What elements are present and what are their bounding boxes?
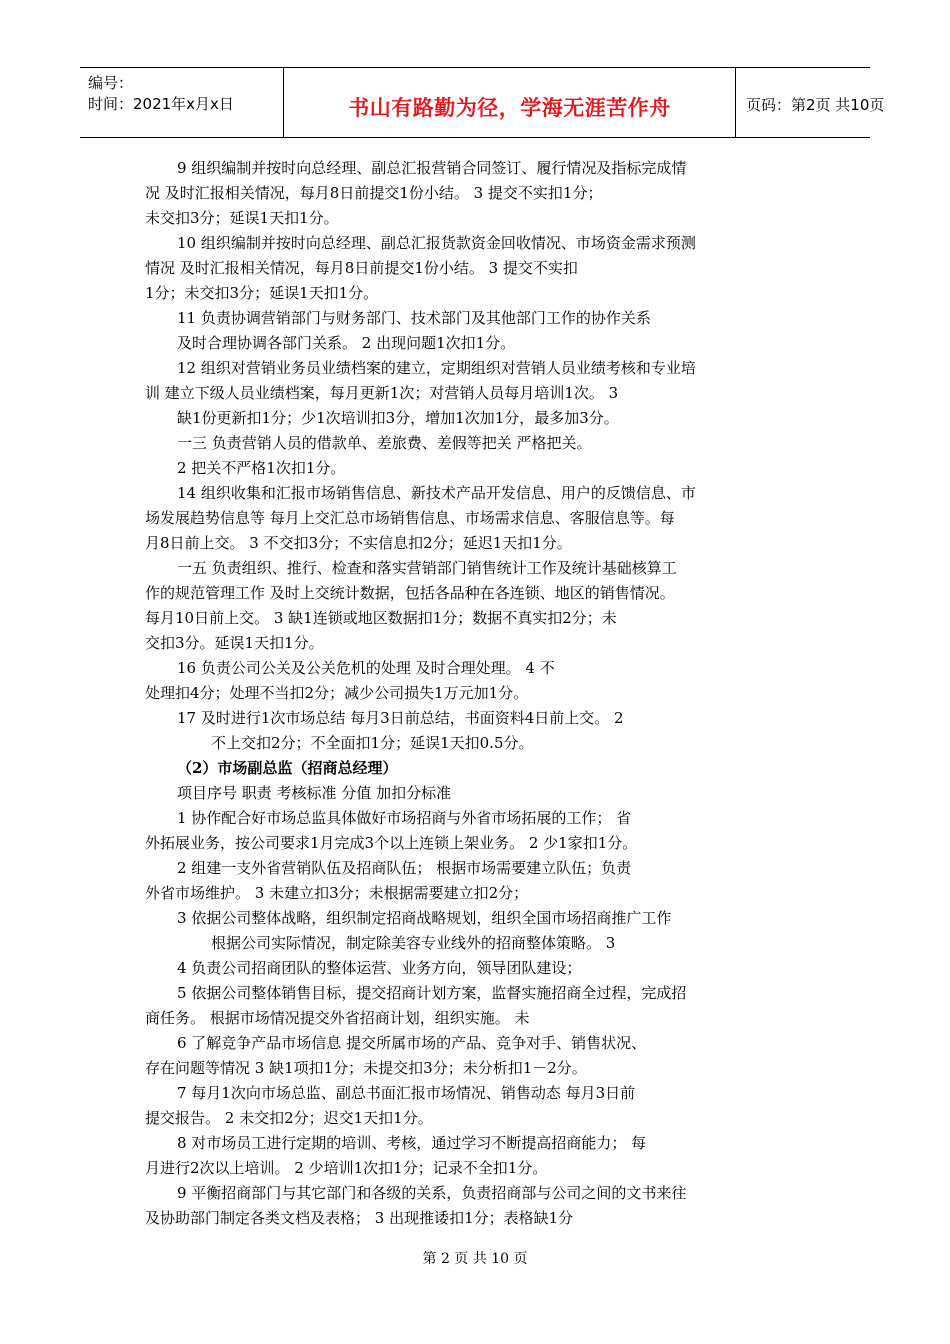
body-line: 一三 负责营销人员的借款单、差旅费、差假等把关 严格把关。	[177, 434, 592, 452]
body-line: 情况 及时汇报相关情况，每月8日前提交1份小结。 3 提交不实扣	[145, 259, 578, 277]
time-label: 时间：2021年x月x日	[88, 95, 234, 113]
header-meta-cell	[80, 68, 284, 137]
body-line: 缺1份更新扣1分；少1次培训扣3分，增加1次加1分，最多加3分。	[177, 409, 619, 427]
body-line: 交扣3分。延误1天扣1分。	[145, 634, 324, 652]
body-line: 不上交扣2分；不全面扣1分；延误1天扣0.5分。	[211, 734, 534, 752]
body-line: 2 组建一支外省营销队伍及招商队伍； 根据市场需要建立队伍；负责	[177, 859, 632, 877]
body-line: 一五 负责组织、推行、检查和落实营销部门销售统计工作及统计基础核算工	[177, 559, 677, 577]
body-line: 况 及时汇报相关情况，每月8日前提交1份小结。 3 提交不实扣1分；	[145, 184, 603, 202]
serial-label: 编号：	[88, 74, 134, 92]
body-line: 及协助部门制定各类文档及表格； 3 出现推诿扣1分；表格缺1分	[145, 1209, 574, 1227]
body-line: 17 及时进行1次市场总结 每月3日前总结，书面资料4日前上交。 2	[177, 709, 624, 727]
section-heading: （2）市场副总监（招商总经理）	[177, 759, 398, 777]
body-line: 1分；未交扣3分；延误1天扣1分。	[145, 284, 379, 302]
body-line: 商任务。 根据市场情况提交外省招商计划，组织实施。 未	[145, 1009, 530, 1027]
page-info: 页码：第2页 共10页	[746, 96, 885, 114]
body-line: 10 组织编制并按时向总经理、副总汇报货款资金回收情况、市场资金需求预测	[177, 234, 696, 252]
body-line: 及时合理协调各部门关系。 2 出现问题1次扣1分。	[177, 334, 516, 352]
body-line: 外省市场维护。 3 未建立扣3分；未根据需要建立扣2分；	[145, 884, 529, 902]
body-line: 处理扣4分；处理不当扣2分；减少公司损失1万元加1分。	[145, 684, 529, 702]
body-line: 8 对市场员工进行定期的培训、考核，通过学习不断提高招商能力； 每	[177, 1134, 647, 1152]
body-line: 根据公司实际情况，制定除美容专业线外的招商整体策略。 3	[211, 934, 616, 952]
body-line: 存在问题等情况 3 缺1项扣1分；未提交扣3分；未分析扣1－2分。	[145, 1059, 587, 1077]
body-line: 训 建立下级人员业绩档案，每月更新1次；对营销人员每月培训1次。 3	[145, 384, 619, 402]
body-line: 3 依据公司整体战略，组织制定招商战略规划，组织全国市场招商推广工作	[177, 909, 672, 927]
body-line: 11 负责协调营销部门与财务部门、技术部门及其他部门工作的协作关系	[177, 309, 651, 327]
body-line: 每月10日前上交。 3 缺1连锁或地区数据扣1分；数据不真实扣2分；未	[145, 609, 617, 627]
page-footer: 第 2 页 共 10 页	[422, 1251, 528, 1267]
body-line: 12 组织对营销业务员业绩档案的建立，定期组织对营销人员业绩考核和专业培	[177, 359, 696, 377]
page-header	[80, 67, 885, 138]
body-line: 2 把关不严格1次扣1分。	[177, 459, 346, 477]
body-line: 月进行2次以上培训。 2 少培训1次扣1分；记录不全扣1分。	[145, 1159, 548, 1177]
body-line: 6 了解竞争产品市场信息 提交所属市场的产品、竞争对手、销售状况、	[177, 1034, 647, 1052]
body-line: 1 协作配合好市场总监具体做好市场招商与外省市场拓展的工作； 省	[177, 809, 632, 827]
body-line: 7 每月1次向市场总监、副总书面汇报市场情况、销售动态 每月3日前	[177, 1084, 636, 1102]
body-line: 外拓展业务，按公司要求1月完成3个以上连锁上架业务。 2 少1家扣1分。	[145, 834, 638, 852]
table-header-line: 项目序号 职责 考核标准 分值 加扣分标准	[177, 784, 452, 802]
body-line: 9 组织编制并按时向总经理、副总汇报营销合同签订、履行情况及指标完成情	[177, 159, 687, 177]
body-line: 提交报告。 2 未交扣2分；迟交1天扣1分。	[145, 1109, 433, 1127]
body-line: 作的规范管理工作 及时上交统计数据，包括各品种在各连锁、地区的销售情况。	[145, 584, 675, 602]
body-line: 未交扣3分；延误1天扣1分。	[145, 209, 339, 227]
body-line: 4 负责公司招商团队的整体运营、业务方向，领导团队建设；	[177, 959, 582, 977]
header-slogan-cell	[284, 68, 736, 137]
slogan: 书山有路勤为径，学海无涯苦作舟	[348, 96, 671, 120]
header-page-cell	[736, 68, 885, 137]
body-line: 场发展趋势信息等 每月上交汇总市场销售信息、市场需求信息、客服信息等。每	[145, 509, 675, 527]
body-line: 5 依据公司整体销售目标，提交招商计划方案，监督实施招商全过程，完成招	[177, 984, 687, 1002]
body-line: 14 组织收集和汇报市场销售信息、新技术产品开发信息、用户的反馈信息、市	[177, 484, 696, 502]
body-line: 月8日前上交。 3 不交扣3分；不实信息扣2分；延迟1天扣1分。	[145, 534, 572, 552]
body-line: 16 负责公司公关及公关危机的处理 及时合理处理。 4 不	[177, 659, 555, 677]
body-line: 9 平衡招商部门与其它部门和各级的关系，负责招商部与公司之间的文书来往	[177, 1184, 687, 1202]
